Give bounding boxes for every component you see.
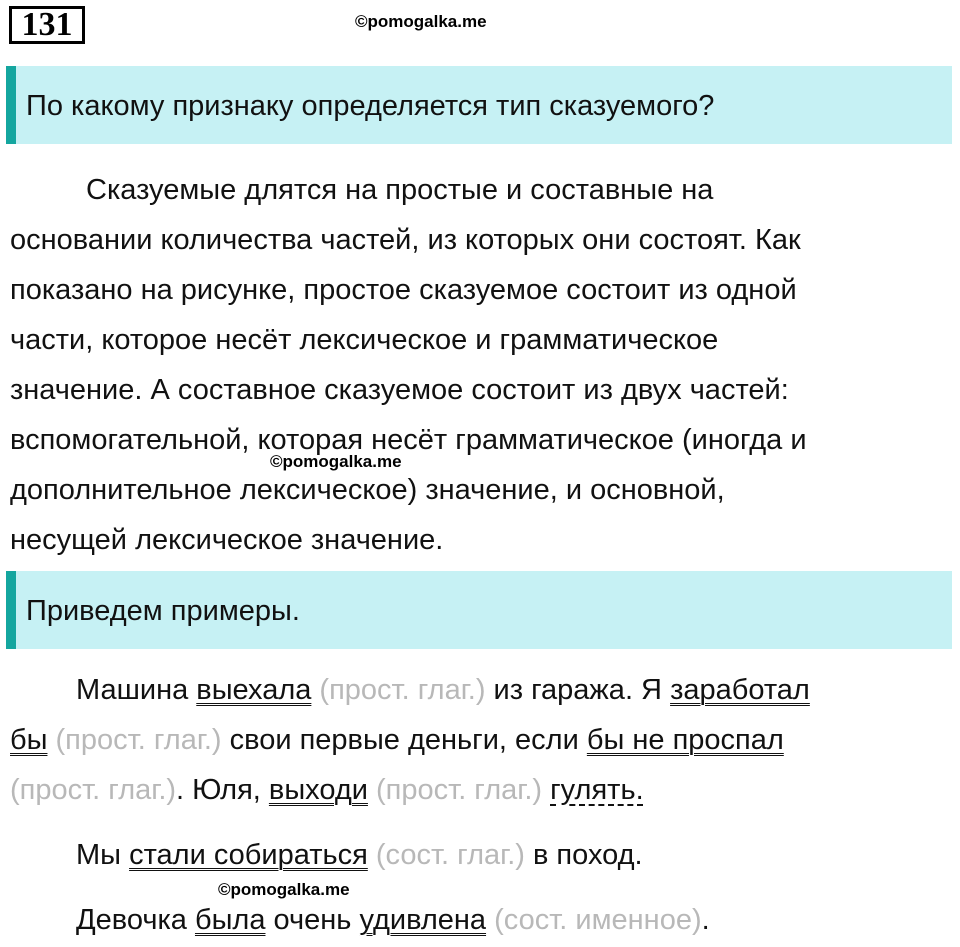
predicate-type-hint: (прост. глаг.) <box>367 774 551 806</box>
predicate: заработал <box>670 674 810 706</box>
task-number: 131 <box>9 6 85 44</box>
examples-heading: Приведем примеры. <box>26 595 300 627</box>
answer-line: показано на рисунке, простое сказуемое состоит из одной <box>10 274 797 306</box>
example-line: Машина выехала (прост. глаг.) из гаража. Я заработал <box>76 674 810 706</box>
examples-banner <box>6 571 952 649</box>
predicate-type-hint: (сост. именное) <box>486 904 702 936</box>
answer-line: значение. А составное сказуемое состоит из двух частей: <box>10 374 789 406</box>
predicate-type-hint: (сост. глаг.) <box>367 839 533 871</box>
example-line: Мы стали собираться (сост. глаг.) в поход. <box>76 839 643 871</box>
answer-paragraph <box>10 165 945 565</box>
answer-line: дополнительное лексическое) значение, и основной, <box>10 474 725 506</box>
answer-line: несущей лексическое значение. <box>10 524 444 556</box>
example-line: бы (прост. глаг.) свои первые деньги, если бы не проспал <box>10 724 784 756</box>
predicate: удивлена <box>359 904 487 936</box>
watermark: ©pomogalka.me <box>355 12 487 31</box>
question-text: По какому признаку определяется тип сказуемого? <box>26 90 715 122</box>
predicate-type-hint: (прост. глаг.) <box>311 674 494 706</box>
circumstance: гулять. <box>550 774 644 806</box>
answer-line: основании количества частей, из которых они состоят. Как <box>10 224 801 256</box>
answer-line: вспомогательной, которая несёт грамматическое (иногда и <box>10 424 807 456</box>
watermark: ©pomogalka.me <box>218 880 350 899</box>
predicate: выехала <box>196 674 312 706</box>
predicate: бы не проспал <box>586 724 784 756</box>
predicate: выходи <box>268 774 368 806</box>
predicate-type-hint: (прост. глаг.) <box>47 724 230 756</box>
watermark: ©pomogalka.me <box>270 452 402 471</box>
predicate: стали собираться <box>129 839 368 871</box>
answer-line: Сказуемые длятся на простые и составные на <box>86 174 714 206</box>
example-line: Девочка была очень удивлена (сост. именное). <box>76 904 710 936</box>
predicate: была <box>194 904 266 936</box>
answer-line: части, которое несёт лексическое и грамматическое <box>10 324 719 356</box>
example-line: (прост. глаг.). Юля, выходи (прост. глаг.) гулять. <box>10 774 644 806</box>
predicate-type-hint: (прост. глаг.) <box>10 774 177 806</box>
predicate: бы <box>10 724 48 756</box>
question-banner <box>6 66 952 144</box>
